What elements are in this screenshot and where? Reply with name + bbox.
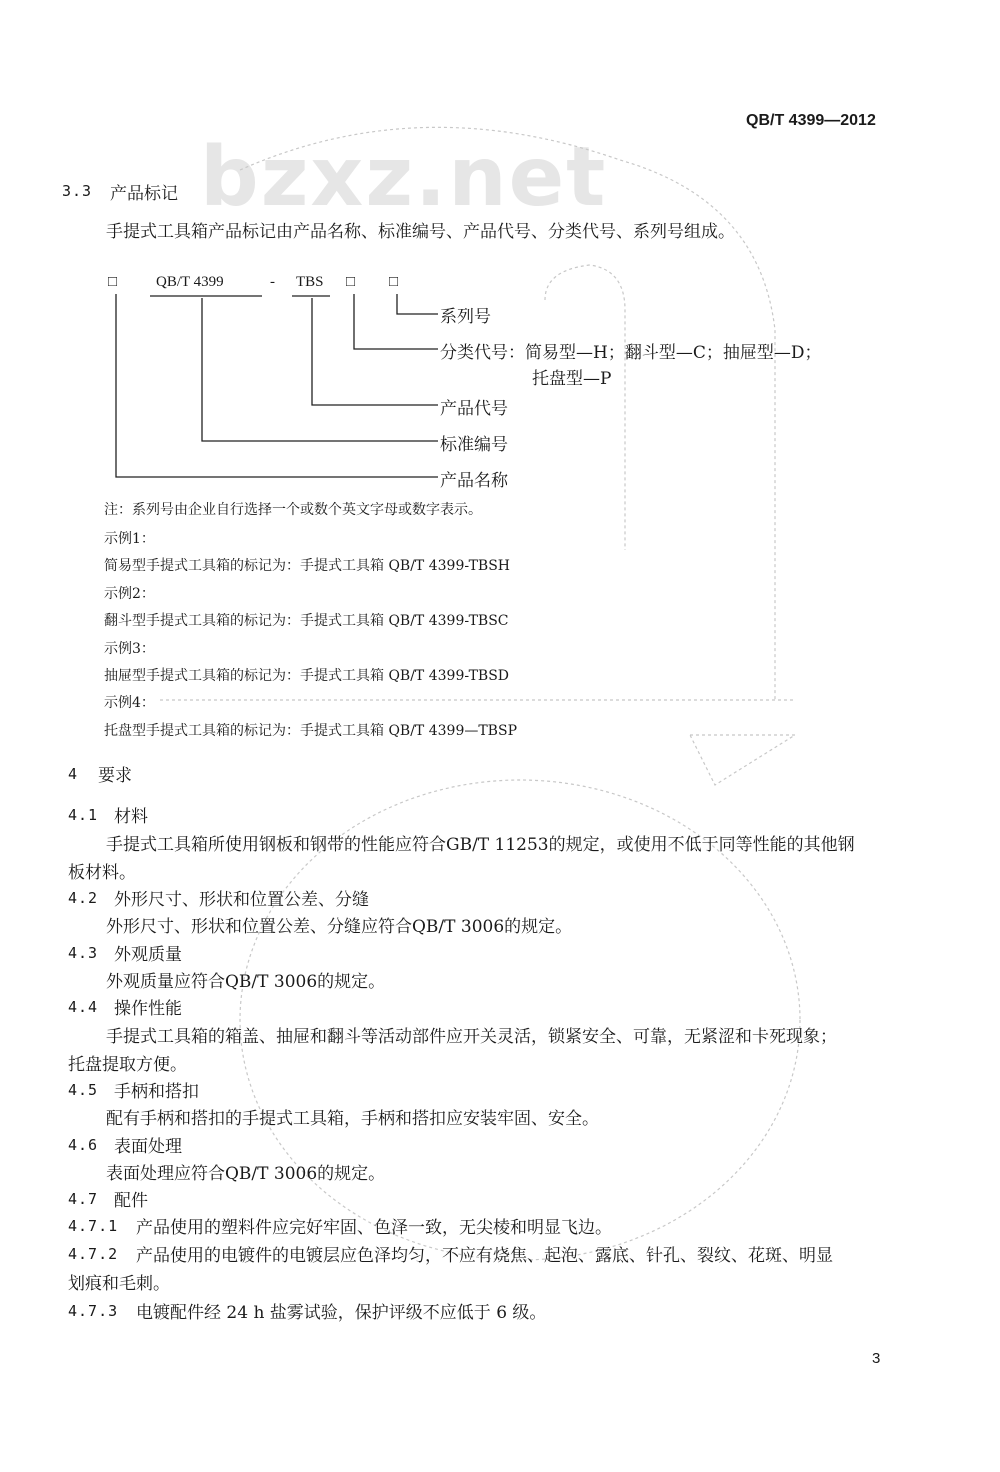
section-number: 4.6: [68, 1136, 99, 1154]
marking-box-class: □: [346, 274, 356, 290]
example-title: 示例1：: [104, 531, 155, 547]
paragraph: 托盘提取方便。: [68, 1055, 187, 1075]
section-title: 外观质量: [114, 945, 182, 965]
section-number: 4.7.1: [68, 1217, 119, 1235]
section-title: 产品标记: [110, 184, 178, 204]
paragraph: 电镀配件经 24 h 盐雾试验，保护评级不应低于 6 级。: [136, 1303, 547, 1323]
section-title: 配件: [114, 1191, 148, 1211]
section-title: 要求: [98, 766, 132, 786]
label-class: 分类代号：简易型—H；翻斗型—C；抽屉型—D；: [440, 343, 822, 363]
note: 注：系列号由企业自行选择一个或数个英文字母或数字表示。: [104, 502, 482, 518]
paragraph: 手提式工具箱所使用钢板和钢带的性能应符合GB/T 11253的规定，或使用不低于同等性能的其他钢: [106, 835, 855, 855]
marking-box-series: □: [389, 274, 399, 290]
paragraph: 板材料。: [68, 863, 136, 883]
example-title: 示例3：: [104, 641, 155, 657]
paragraph: 外形尺寸、形状和位置公差、分缝应符合QB/T 3006的规定。: [106, 917, 573, 937]
section-number: 4: [68, 765, 79, 783]
standard-header: QB/T 4399—2012: [746, 112, 876, 129]
section-number: 4.7.3: [68, 1302, 119, 1320]
label-product-code: 产品代号: [440, 399, 508, 419]
section-number: 3.3: [62, 182, 93, 200]
example-text: 托盘型手提式工具箱的标记为：手提式工具箱 QB/T 4399—TBSP: [104, 723, 517, 739]
paragraph: 外观质量应符合QB/T 3006的规定。: [106, 972, 386, 992]
section-number: 4.2: [68, 889, 99, 907]
section-number: 4.7: [68, 1190, 99, 1208]
section-number: 4.7.2: [68, 1245, 119, 1263]
section-number: 4.1: [68, 806, 99, 824]
paragraph: 划痕和毛刺。: [68, 1274, 170, 1294]
marking-box-name: □: [108, 274, 118, 290]
paragraph: 手提式工具箱产品标记由产品名称、标准编号、产品代号、分类代号、系列号组成。: [106, 222, 735, 242]
label-series: 系列号: [440, 307, 491, 327]
marking-dash: -: [270, 274, 275, 290]
label-class-cont: 托盘型—P: [532, 369, 612, 389]
section-title: 材料: [114, 807, 148, 827]
paragraph: 产品使用的电镀件的电镀层应色泽均匀，不应有烧焦、起泡、露底、针孔、裂纹、花斑、明显: [136, 1246, 833, 1266]
marking-product-code: TBS: [296, 274, 324, 290]
paragraph: 配有手柄和搭扣的手提式工具箱，手柄和搭扣应安装牢固、安全。: [106, 1109, 599, 1129]
section-title: 外形尺寸、形状和位置公差、分缝: [114, 890, 369, 910]
example-text: 简易型手提式工具箱的标记为：手提式工具箱 QB/T 4399-TBSH: [104, 558, 511, 574]
section-number: 4.4: [68, 998, 99, 1016]
paragraph: 手提式工具箱的箱盖、抽屉和翻斗等活动部件应开关灵活，锁紧安全、可靠，无紧涩和卡死现象；: [106, 1027, 837, 1047]
example-title: 示例2：: [104, 586, 155, 602]
section-number: 4.5: [68, 1081, 99, 1099]
page-number: 3: [872, 1350, 881, 1367]
marking-standard: QB/T 4399: [156, 274, 224, 290]
paragraph: 产品使用的塑料件应完好牢固、色泽一致，无尖棱和明显飞边。: [136, 1218, 612, 1238]
example-text: 翻斗型手提式工具箱的标记为：手提式工具箱 QB/T 4399-TBSC: [104, 613, 509, 629]
section-number: 4.3: [68, 944, 99, 962]
label-product-name: 产品名称: [440, 471, 508, 491]
label-standard: 标准编号: [440, 435, 508, 455]
example-title: 示例4：: [104, 695, 155, 711]
section-title: 表面处理: [114, 1137, 182, 1157]
example-text: 抽屉型手提式工具箱的标记为：手提式工具箱 QB/T 4399-TBSD: [104, 668, 510, 684]
section-title: 手柄和搭扣: [114, 1082, 199, 1102]
watermark: bzxz.net: [200, 130, 608, 225]
paragraph: 表面处理应符合QB/T 3006的规定。: [106, 1164, 386, 1184]
section-title: 操作性能: [114, 999, 182, 1019]
